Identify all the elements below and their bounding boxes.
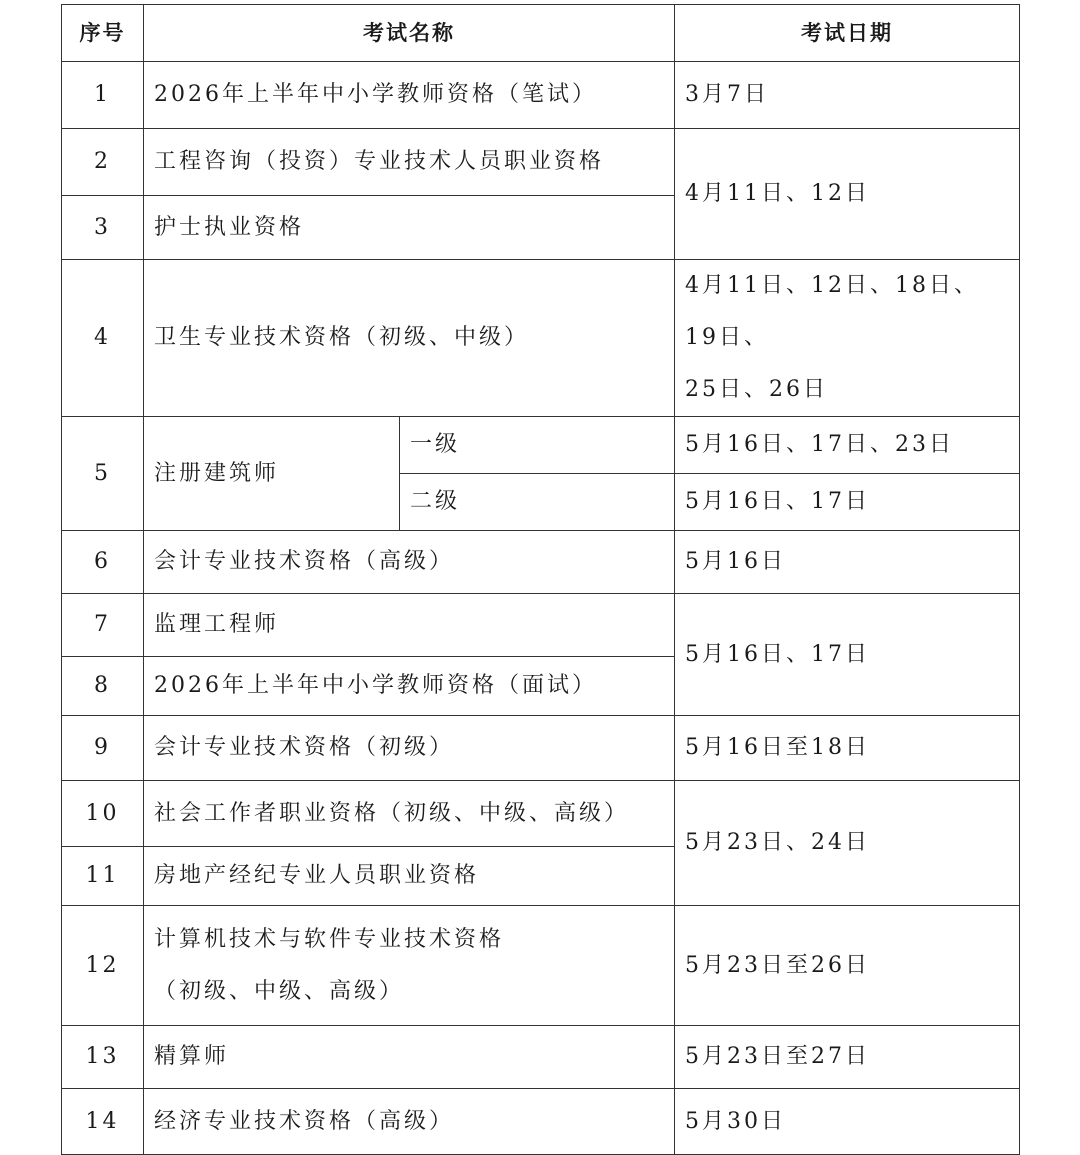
exam-schedule-table bbox=[61, 4, 1020, 1155]
row-num: 1 bbox=[62, 62, 144, 129]
row-num: 3 bbox=[62, 196, 144, 260]
exam-name: 护士执业资格 bbox=[144, 196, 675, 260]
table-row bbox=[62, 62, 1020, 129]
header-exam-date: 考试日期 bbox=[675, 5, 1020, 62]
row-num: 13 bbox=[62, 1026, 144, 1089]
exam-date bbox=[675, 260, 1020, 417]
exam-date: 5月23日、24日 bbox=[675, 781, 1020, 906]
exam-name: 2026年上半年中小学教师资格（笔试） bbox=[144, 62, 675, 129]
header-exam-name: 考试名称 bbox=[144, 5, 675, 62]
header-num: 序号 bbox=[62, 5, 144, 62]
exam-date: 5月16日至18日 bbox=[675, 716, 1020, 781]
exam-name: 精算师 bbox=[144, 1026, 675, 1089]
table-row bbox=[62, 906, 1020, 1026]
exam-name: 会计专业技术资格（高级） bbox=[144, 531, 675, 594]
row-num: 6 bbox=[62, 531, 144, 594]
table-row bbox=[62, 594, 1020, 657]
exam-name: 会计专业技术资格（初级） bbox=[144, 716, 675, 781]
row-num: 7 bbox=[62, 594, 144, 657]
row-num: 5 bbox=[62, 417, 144, 531]
exam-name: 2026年上半年中小学教师资格（面试） bbox=[144, 657, 675, 716]
exam-date: 5月23日至26日 bbox=[675, 906, 1020, 1026]
exam-name: 注册建筑师 bbox=[144, 417, 400, 531]
row-num: 8 bbox=[62, 657, 144, 716]
exam-date: 5月16日、17日 bbox=[675, 594, 1020, 716]
row-num: 11 bbox=[62, 847, 144, 906]
table-row bbox=[62, 417, 1020, 474]
exam-name: 房地产经纪专业人员职业资格 bbox=[144, 847, 675, 906]
exam-name: 社会工作者职业资格（初级、中级、高级） bbox=[144, 781, 675, 847]
exam-name: 工程咨询（投资）专业技术人员职业资格 bbox=[144, 129, 675, 196]
exam-level: 二级 bbox=[400, 474, 675, 531]
exam-date: 3月7日 bbox=[675, 62, 1020, 129]
exam-date: 5月16日 bbox=[675, 531, 1020, 594]
exam-date: 4月11日、12日 bbox=[675, 129, 1020, 260]
table-row bbox=[62, 260, 1020, 417]
exam-name: 卫生专业技术资格（初级、中级） bbox=[144, 260, 675, 417]
row-num: 4 bbox=[62, 260, 144, 417]
row-num: 10 bbox=[62, 781, 144, 847]
row-num: 2 bbox=[62, 129, 144, 196]
exam-name bbox=[144, 906, 675, 1026]
exam-date: 5月23日至27日 bbox=[675, 1026, 1020, 1089]
exam-date-line: 4月11日、12日、18日、19日、 bbox=[685, 273, 979, 350]
table-row bbox=[62, 531, 1020, 594]
exam-name: 监理工程师 bbox=[144, 594, 675, 657]
exam-level: 一级 bbox=[400, 417, 675, 474]
table-row bbox=[62, 1089, 1020, 1155]
table-header-row bbox=[62, 5, 1020, 62]
exam-name-line: 计算机技术与软件专业技术资格 bbox=[154, 926, 505, 952]
table-row bbox=[62, 1026, 1020, 1089]
row-num: 12 bbox=[62, 906, 144, 1026]
table-row bbox=[62, 716, 1020, 781]
exam-date: 5月30日 bbox=[675, 1089, 1020, 1155]
row-num: 14 bbox=[62, 1089, 144, 1155]
exam-name: 经济专业技术资格（高级） bbox=[144, 1089, 675, 1155]
table-row bbox=[62, 129, 1020, 196]
exam-date-line: 25日、26日 bbox=[685, 377, 828, 402]
row-num: 9 bbox=[62, 716, 144, 781]
exam-date: 5月16日、17日 bbox=[675, 474, 1020, 531]
table-row bbox=[62, 781, 1020, 847]
exam-date: 5月16日、17日、23日 bbox=[675, 417, 1020, 474]
exam-name-line: （初级、中级、高级） bbox=[154, 978, 405, 1004]
